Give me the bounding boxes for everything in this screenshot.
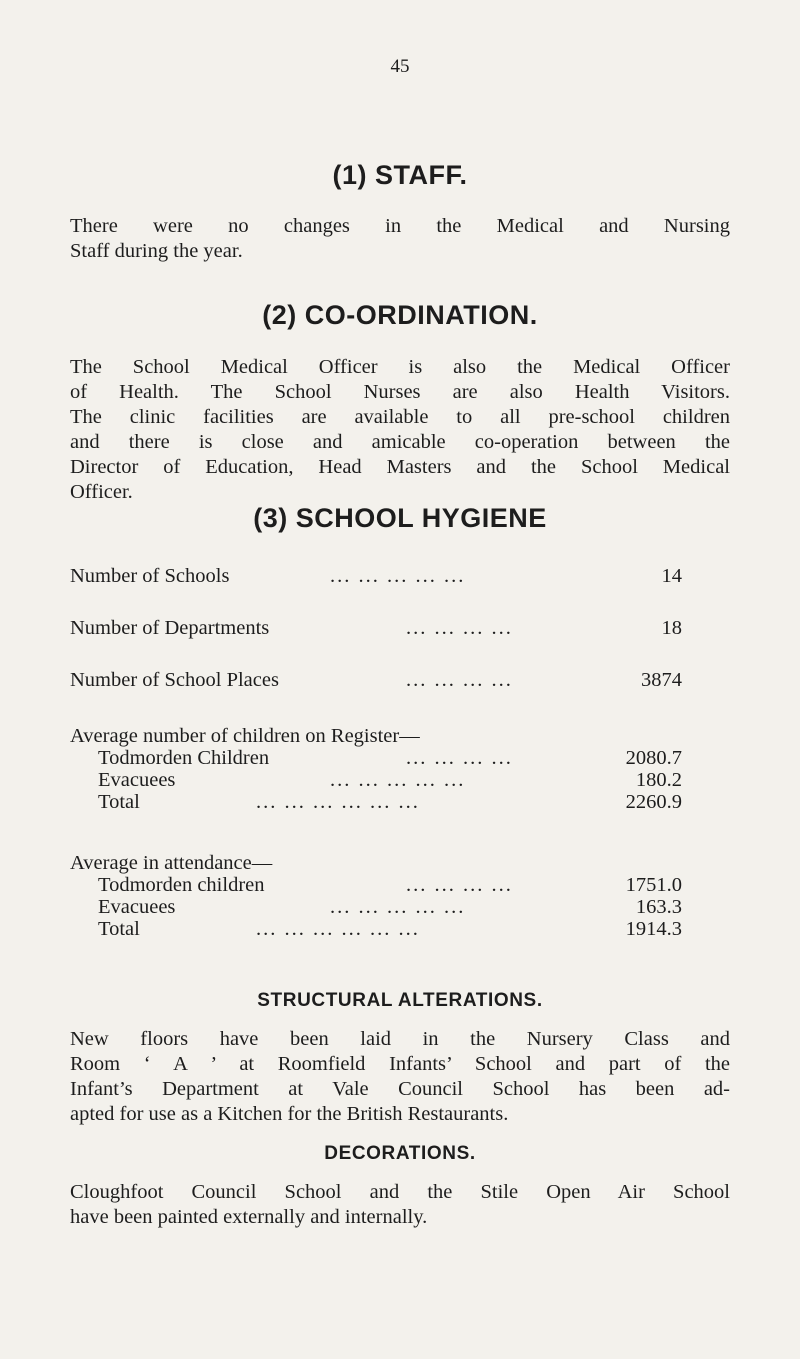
register-title: Average number of children on Register— — [70, 725, 420, 747]
row-value: 180.2 — [635, 769, 682, 791]
attendance-row — [70, 896, 682, 918]
paragraph-line: The clinic facilities are available to all pre-school children — [70, 406, 730, 428]
structural-heading: STRUCTURAL ALTERATIONS. — [257, 990, 543, 1011]
row-label: Todmorden Children — [98, 747, 270, 769]
leader-dots: ... ... ... ... ... — [330, 896, 466, 918]
leader-dots: ... ... ... ... ... — [330, 565, 466, 587]
row-label: Total — [98, 918, 140, 940]
staff-heading: (1) STAFF. — [332, 160, 468, 190]
stat-row-departments — [70, 615, 682, 641]
paragraph-line: Director of Education, Head Masters and the School Medical — [70, 456, 730, 478]
staff-paragraph — [70, 214, 730, 264]
row-label: Evacuees — [98, 769, 176, 791]
stat-label: Number of Schools — [70, 565, 230, 587]
row-label: Total — [98, 791, 140, 813]
paragraph-line: The School Medical Officer is also the Medical Officer — [70, 356, 730, 378]
stat-label: Number of Departments — [70, 617, 270, 639]
paragraph-line: New floors have been laid in the Nursery Class and — [70, 1028, 730, 1050]
row-value: 163.3 — [635, 896, 682, 918]
leader-dots: ... ... ... ... ... ... — [256, 791, 420, 813]
decorations-heading: DECORATIONS. — [324, 1143, 476, 1164]
coordination-paragraph — [70, 355, 730, 505]
stat-row-schools — [70, 563, 682, 589]
paragraph-line: have been painted externally and internally. — [70, 1206, 428, 1228]
page-number: 45 — [390, 56, 410, 77]
paragraph-line: apted for use as a Kitchen for the British Restaurants. — [70, 1103, 509, 1125]
register-row — [70, 747, 682, 769]
structural-paragraph — [70, 1027, 730, 1127]
attendance-row — [70, 874, 682, 896]
decorations-paragraph — [70, 1180, 730, 1230]
paragraph-line: Room ‘ A ’ at Roomfield Infants’ School and part of the — [70, 1053, 730, 1075]
register-row — [70, 769, 682, 791]
stat-value: 18 — [661, 617, 682, 639]
stat-value: 14 — [661, 565, 682, 587]
leader-dots: ... ... ... ... — [406, 669, 513, 691]
paragraph-line: Officer. — [70, 481, 133, 503]
paragraph-line: Cloughfoot Council School and the Stile Open Air School — [70, 1181, 730, 1203]
leader-dots: ... ... ... ... — [406, 874, 513, 896]
leader-dots: ... ... ... ... ... ... — [256, 918, 420, 940]
leader-dots: ... ... ... ... — [406, 747, 513, 769]
paragraph-line: of Health. The School Nurses are also Health Visitors. — [70, 381, 730, 403]
row-label: Evacuees — [98, 896, 176, 918]
paragraph-line: Staff during the year. — [70, 240, 243, 262]
attendance-row — [70, 918, 682, 940]
stat-row-places — [70, 667, 682, 693]
row-value: 1751.0 — [625, 874, 682, 896]
paragraph-line: Infant’s Department at Vale Council School has been ad- — [70, 1078, 730, 1100]
coordination-heading: (2) CO-ORDINATION. — [262, 300, 538, 330]
register-row — [70, 791, 682, 813]
stat-label: Number of School Places — [70, 669, 279, 691]
row-value: 2260.9 — [625, 791, 682, 813]
attendance-title: Average in attendance— — [70, 852, 273, 874]
row-value: 2080.7 — [625, 747, 682, 769]
stat-value: 3874 — [641, 669, 682, 691]
leader-dots: ... ... ... ... — [406, 617, 513, 639]
hygiene-heading: (3) SCHOOL HYGIENE — [253, 503, 547, 533]
paragraph-line: There were no changes in the Medical and Nursing — [70, 215, 730, 237]
row-label: Todmorden children — [98, 874, 265, 896]
paragraph-line: and there is close and amicable co-operation between the — [70, 431, 730, 453]
row-value: 1914.3 — [625, 918, 682, 940]
leader-dots: ... ... ... ... ... — [330, 769, 466, 791]
